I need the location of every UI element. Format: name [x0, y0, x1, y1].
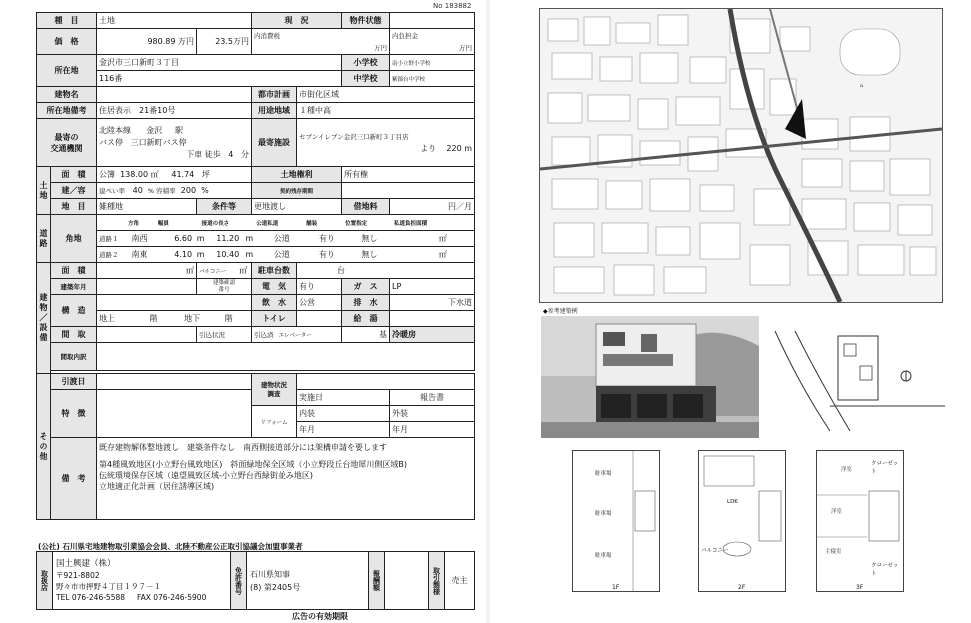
balcony-label: バルコニー: [199, 269, 227, 275]
land-area-label: 面 積: [51, 167, 97, 183]
water-value: 公営: [297, 295, 342, 311]
company-name: 国土興建（株）: [56, 558, 116, 569]
road-length-unit: m: [245, 250, 254, 259]
road-headers: [97, 215, 475, 231]
status-label: 現 況: [252, 13, 342, 29]
floor-label-3f: 3F: [856, 584, 864, 591]
road-width: 4.10: [174, 250, 193, 259]
road-header-dir: 方角: [127, 220, 139, 227]
building-name-label: 建物名: [37, 87, 97, 103]
road-burden-unit: ㎡: [438, 234, 447, 243]
road-header-designated: 位置指定: [345, 220, 368, 227]
structure-value: [97, 295, 252, 311]
remarks-value: [97, 438, 475, 520]
mid-school-label: 中学校: [342, 71, 390, 87]
elec-label: 電 気: [252, 279, 297, 295]
delivery-value: [97, 374, 252, 390]
property-table: [36, 12, 475, 520]
interior-ym: 年月: [297, 422, 390, 438]
road-paved: 有り: [318, 234, 335, 243]
elevator-label: エレベーター: [278, 333, 312, 339]
tax-unit: 万円: [374, 43, 387, 52]
land-section-label: 土地: [37, 167, 51, 215]
bldg-area-unit: ㎡: [97, 263, 197, 279]
balcony-unit: ㎡: [239, 266, 248, 275]
location-lot: 116番: [97, 71, 342, 87]
walk-min: 4: [228, 149, 234, 159]
room-label: 駐車場: [595, 511, 612, 517]
license-number: (8) 第2405号: [250, 582, 301, 592]
elem-school-label: 小学校: [342, 55, 390, 71]
road-length: 10.40: [216, 250, 240, 259]
room-label: クローゼット: [871, 461, 899, 475]
land-area-kind: 公簿: [99, 170, 115, 179]
document-number: No 183882: [433, 2, 472, 10]
company-address: 野々市市押野４丁目１９７－１: [56, 581, 161, 591]
hotwater-label: 給 湯: [342, 311, 390, 327]
bus-label: バス停: [99, 137, 123, 147]
burden-unit: 万円: [459, 43, 472, 52]
commission-label: 報酬額: [369, 552, 385, 610]
conditions-label: 条件等: [197, 199, 252, 215]
road-width: 6.60: [174, 234, 193, 243]
road-header-length: 接道の長さ: [201, 220, 230, 227]
location-value: 金沢市三口新町３丁目: [97, 55, 342, 71]
room-label: LDK: [727, 499, 738, 505]
road-header-type: 公道私道: [256, 220, 279, 227]
dealer-label: 取扱店: [37, 552, 53, 610]
land-area-m2: 138.00: [120, 170, 149, 179]
road-row-1: [97, 231, 475, 247]
room-label: 洋室: [841, 467, 853, 473]
ad-expiry-label: 広告の有効期限: [292, 612, 348, 621]
company-tel: TEL 076-246-5588: [56, 592, 126, 602]
survey-date-label: 実施日: [297, 390, 390, 406]
remarks-line: 既存建物解体整地渡し 建築条件なし 南西側接道部分には架構申請を要します: [99, 443, 387, 452]
company-fax: FAX 076-246-5900: [136, 592, 207, 602]
tax-label: 内消費税: [254, 31, 280, 40]
road-width-unit: m: [196, 234, 205, 243]
toilet-value: [297, 311, 342, 327]
price-label: 価 格: [37, 29, 97, 55]
commission-value: [385, 552, 429, 610]
exterior-ym: 年月: [390, 422, 475, 438]
lease-fee-label: 借地料: [342, 199, 390, 215]
room-label: 駐車場: [595, 471, 612, 477]
floor-2f-lines: [699, 451, 785, 591]
association-note: (公社) 石川県宅地建物取引業協会会員、北陸不動産公正取引協議会加盟事業者: [38, 542, 303, 551]
elem-school: 南小立野小学校: [390, 55, 475, 71]
deal-type-value: 売主: [445, 552, 475, 610]
condition-value: [390, 13, 475, 29]
road-header-burden: 私道負担面積: [394, 220, 428, 227]
building-section-label: 建物／設備: [37, 263, 51, 374]
ac-label: 冷暖房: [390, 327, 475, 343]
road-burden-unit: ㎡: [438, 250, 447, 259]
deal-type-label: 取引態様: [429, 552, 445, 610]
condition-label: 物件状態: [342, 13, 390, 29]
land-category-value: 雑種地: [97, 199, 197, 215]
room-label: クローゼット: [871, 563, 899, 577]
walk-label: 下車 徒歩: [186, 149, 221, 159]
facility-name: セブンイレブン金沢三口新町３丁目店: [299, 132, 409, 141]
cert-no-label: 建築確認 番号: [197, 279, 252, 295]
location-map: [539, 8, 943, 303]
corner-lot-label: 角地: [51, 215, 97, 263]
far-label: % 容積率: [147, 187, 176, 195]
far-pct: %: [201, 186, 209, 195]
facility-distance: 220 m: [446, 143, 472, 153]
broker-table: [36, 551, 475, 610]
type-label: 種 目: [37, 13, 97, 29]
facility-from: より: [420, 143, 437, 153]
exterior-label: 外装: [390, 406, 475, 422]
floor-1f-lines: [573, 451, 659, 591]
drain-label: 排 水: [342, 295, 390, 311]
addr-note-value: 住居表示 21番10号: [97, 103, 252, 119]
floor-plan-1f: [572, 450, 660, 592]
remarks-line: 伝統環境保存区域（遠望風致区域-小立野台西緑街並み地区): [99, 471, 314, 480]
bcr-value: 40: [132, 186, 143, 195]
road-dir: 南東: [131, 250, 148, 259]
road-type: 公道: [273, 250, 290, 259]
bldg-area-label: 面 積: [51, 263, 97, 279]
bus-stop: 三口新町バス停: [130, 137, 187, 147]
land-area-tsubo: 41.74: [171, 170, 195, 179]
facility-label: 最寄施設: [252, 119, 297, 167]
elevator-unit: 基: [342, 327, 390, 343]
water-label: 飲 水: [252, 295, 297, 311]
conditions-value: 更地渡し: [252, 199, 342, 215]
mid-school: 紫錦台中学校: [390, 71, 475, 87]
elec-value: 有り: [297, 279, 342, 295]
floors-below-label: 地下: [184, 314, 201, 323]
features-label: 特 徴: [51, 390, 97, 438]
remarks-line: 第4種風致地区(小立野台風致地区) 斜面緑地保全区域（小立野段丘台地犀川側区域B): [99, 460, 407, 469]
lease-fee-unit: 円／月: [390, 199, 475, 215]
license-issuer: 石川県知事: [250, 569, 290, 579]
survey-label: 建物状況 調査: [252, 374, 297, 406]
floors-above-label: 地上: [99, 314, 115, 323]
floor-3f-lines: [817, 451, 903, 591]
site-plan: [770, 326, 945, 436]
tsubo-price: 23.5万円: [197, 29, 252, 55]
road-dir: 南西: [131, 234, 148, 243]
perspective-drawing: [541, 316, 759, 438]
road-section-label: 道路: [37, 215, 51, 263]
road-length-unit: m: [245, 234, 254, 243]
room-label: 主寝室: [825, 549, 842, 555]
reference-perspective: [541, 316, 759, 438]
walk-unit: 分: [241, 149, 249, 159]
road-designated: 無し: [361, 234, 378, 243]
addr-note-label: 所在地備考: [37, 103, 97, 119]
lease-remaining-label: 契約残存期間: [252, 183, 342, 199]
license-label: 免許番号: [231, 552, 247, 610]
layout-value: [97, 327, 197, 343]
city-plan-label: 都市計画: [252, 87, 297, 103]
road-type: 公道: [273, 234, 290, 243]
layout-detail-value: [97, 343, 475, 371]
zone-label: 用途地域: [252, 103, 297, 119]
site-plan-drawing: [770, 326, 945, 436]
parking-label: 駐車台数: [252, 263, 297, 279]
gas-label: ガ ス: [342, 279, 390, 295]
far-value: 200: [180, 186, 197, 195]
zone-value: １種中高: [297, 103, 475, 119]
road-paved: 有り: [318, 250, 335, 259]
price-value: 980.89 万円: [97, 29, 197, 55]
delivery-label: 引渡日: [51, 374, 97, 390]
floor-label-1f: 1F: [612, 584, 620, 591]
road-length: 11.20: [216, 234, 240, 243]
transport-station-unit: 駅: [174, 125, 183, 135]
built-date-label: 建築年月: [51, 279, 97, 295]
gas-value: LP: [390, 279, 475, 295]
city-plan-value: 市街化区域: [297, 87, 475, 103]
ratio-label: 建／容: [51, 183, 97, 199]
road-row-2: [97, 247, 475, 263]
road-name: 道路２: [99, 251, 119, 259]
map-label-ascii: ⌂: [860, 83, 864, 89]
transport-station: 金沢: [146, 125, 163, 135]
layout-label: 間 取: [51, 327, 97, 343]
floors-above-unit: 階: [149, 314, 158, 323]
type-value: 土地: [97, 13, 252, 29]
room-label: バルコニー: [701, 548, 729, 554]
road-header-paved: 舗装: [306, 220, 318, 227]
room-label: 駐車場: [595, 553, 612, 559]
transport-line: 北陸本線: [99, 125, 131, 135]
lease-remaining-value: [342, 183, 475, 199]
handover-value: 引込済: [254, 331, 274, 339]
remarks-line: 立地適正化計画（居住誘導区域): [99, 482, 215, 491]
room-label: 洋室: [831, 509, 843, 515]
bcr-label: 建ぺい率: [99, 187, 125, 195]
features-value: [97, 390, 252, 438]
reference-build-label: ◆参考建築例: [543, 308, 578, 315]
land-rights-value: 所有権: [342, 167, 475, 183]
road-name: 道路１: [99, 235, 119, 243]
land-category-label: 地 目: [51, 199, 97, 215]
burden-label: 内負担金: [392, 31, 418, 40]
floor-label-2f: 2F: [738, 584, 746, 591]
built-date-value: [97, 279, 197, 295]
handover-label: 引込状況: [197, 327, 252, 343]
hotwater-value: [390, 311, 475, 327]
layout-detail-label: 間取内訳: [51, 343, 97, 371]
interior-label: 内装: [297, 406, 390, 422]
floor-plan-2f: [698, 450, 786, 592]
location-label: 所在地: [37, 55, 97, 87]
structure-label: 構 造: [51, 295, 97, 327]
building-name-value: [97, 87, 252, 103]
parking-unit: 台: [297, 263, 475, 279]
road-designated: 無し: [361, 250, 378, 259]
map-drawing: [540, 9, 942, 302]
toilet-label: トイレ: [252, 311, 297, 327]
road-width-unit: m: [196, 250, 205, 259]
land-area-m2-unit: ㎡: [150, 170, 159, 179]
reform-label: リフォーム: [252, 406, 297, 438]
land-rights-label: 土地権利: [252, 167, 342, 183]
other-section-label: その他: [37, 374, 51, 520]
drain-value: 下水道: [390, 295, 475, 311]
transport-label: 最寄の 交通機関: [37, 119, 97, 167]
remarks-label: 備 考: [51, 438, 97, 520]
postal-code: 〒921-8802: [56, 570, 100, 580]
floor-plan-3f: [816, 450, 904, 592]
report-label: 報告書: [390, 390, 475, 406]
floors-below-unit: 階: [224, 314, 233, 323]
land-area-tsubo-unit: 坪: [201, 170, 210, 179]
road-header-width: 幅員: [157, 220, 169, 227]
